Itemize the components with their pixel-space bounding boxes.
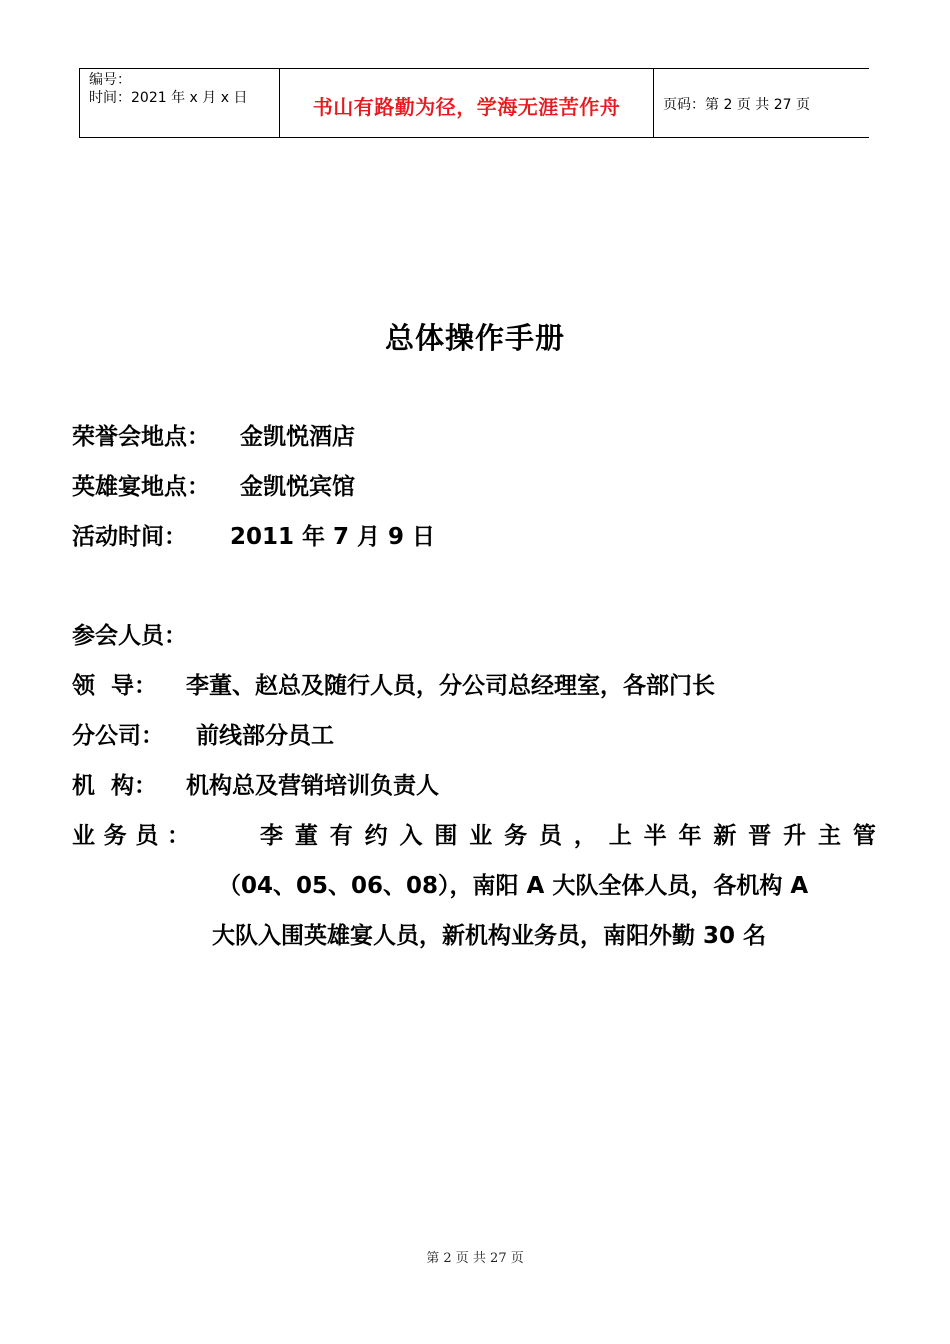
agents-char: 董 [294,823,318,849]
agents-char: 管 [852,823,876,849]
agents-char: 务 [504,823,528,849]
hero-venue-label: 英雄宴地点： [72,474,210,500]
institution-label: 机 构： [72,773,158,799]
agents-char: 入 [399,823,423,849]
agents-char: 升 [783,823,807,849]
header-code-label: 编号： [89,72,131,88]
agents-label-char: 业 [72,823,95,849]
date-value: 2011 年 7 月 9 日 [230,524,436,550]
header-page-info: 页码：第 2 页 共 27 页 [663,97,810,113]
honor-venue-value: 金凯悦酒店 [240,424,355,450]
branch-value: 前线部分员工 [196,723,334,749]
hero-venue-value: 金凯悦宾馆 [240,474,355,500]
header-meta-cell [79,69,280,137]
header-motto-cell [280,69,654,137]
honor-venue-label: 荣誉会地点： [72,424,210,450]
agents-label-char: 员 [135,823,159,849]
agents-char: 围 [434,823,458,849]
leaders-value: 李董、赵总及随行人员，分公司总经理室，各部门长 [186,673,715,699]
agents-char: 业 [469,823,493,849]
participants-heading: 参会人员： [72,623,187,649]
agents-char: 晋 [748,823,772,849]
agents-char: 上 [608,823,632,849]
agents-char: ， [573,823,597,849]
agents-label-char: 务 [103,823,127,849]
header-time-label: 时间：2021 年 x 月 x 日 [89,90,248,106]
agents-line-1 [260,817,876,850]
agents-label [72,817,190,850]
agents-line-3: 大队入围英雄宴人员，新机构业务员，南阳外勤 30 名 [212,923,767,949]
agents-char: 有 [329,823,353,849]
agents-char: 主 [818,823,841,849]
agents-char: 半 [643,823,667,849]
date-label: 活动时间： [72,524,187,550]
agents-char: 年 [678,823,702,849]
page-footer: 第 2 页 共 27 页 [426,1251,524,1266]
branch-label: 分公司： [72,723,164,749]
leaders-label: 领 导： [72,673,158,699]
agents-char: 员 [539,823,562,849]
agents-line-2: （04、05、06、08），南阳 A 大队全体人员，各机构 A [218,873,809,899]
document-title: 总体操作手册 [384,321,565,355]
agents-label-char: ： [166,823,190,849]
agents-char: 新 [713,823,737,849]
agents-char: 李 [260,823,283,849]
agents-char: 约 [364,823,388,849]
document-header [79,68,869,138]
institution-value: 机构总及营销培训负责人 [186,773,439,799]
header-motto: 书山有路勤为径，学海无涯苦作舟 [312,95,621,119]
